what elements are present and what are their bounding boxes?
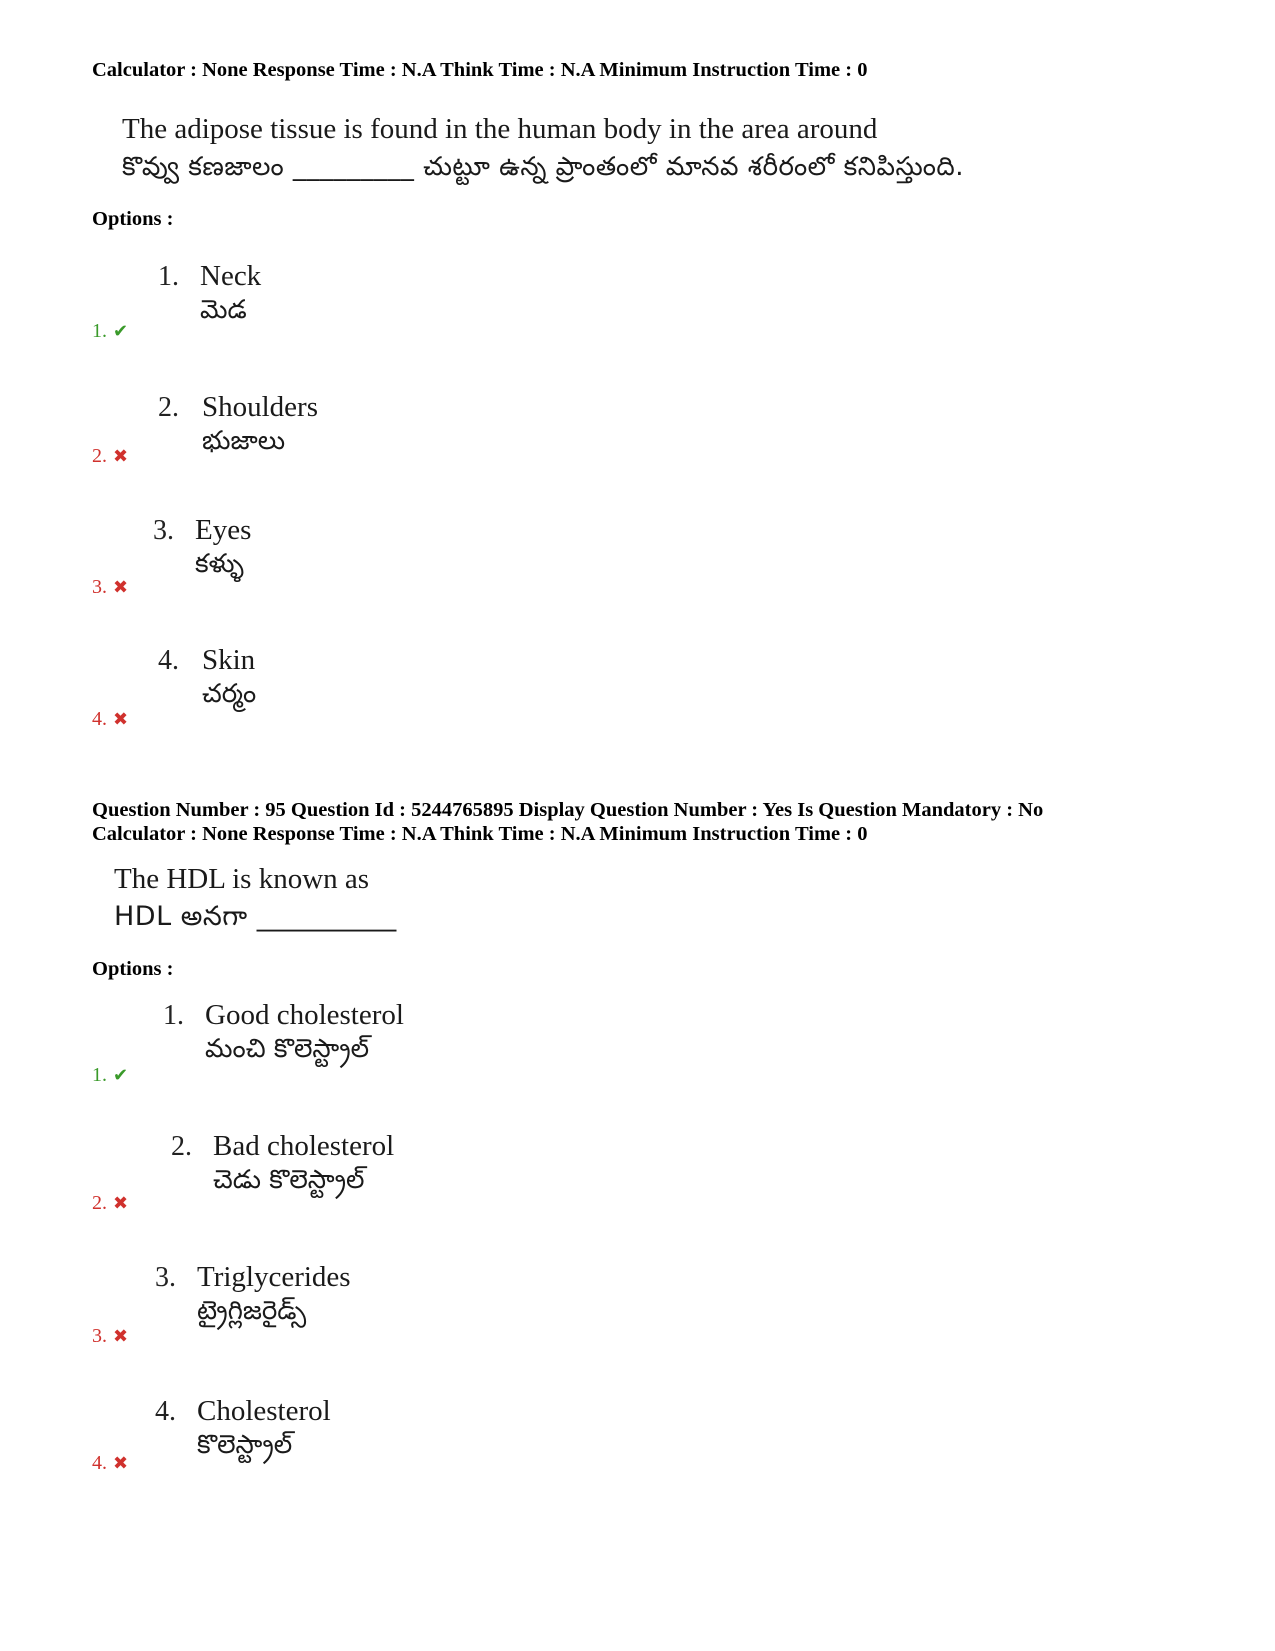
- cross-icon: ✖: [113, 1453, 129, 1474]
- option-3-mark: 3. ✖: [92, 1325, 129, 1347]
- option-text-english: Eyes: [195, 514, 252, 546]
- option-2-mark: 2. ✖: [92, 1192, 129, 1214]
- option-text-telugu: మెడ: [200, 295, 247, 325]
- option-3: [153, 514, 251, 585]
- option-number: 4.: [158, 645, 179, 676]
- option-4: [158, 644, 256, 715]
- question-meta: Calculator : None Response Time : N.A Think Time : N.A Minimum Instruction Time : 0: [92, 59, 868, 81]
- cross-icon: ✖: [113, 577, 129, 598]
- question-text-telugu: కొవ్వు కణజాలం _________ చుట్టూ ఉన్న ప్రాంతంలో మానవ శరీరంలో కనిపిస్తుంది.: [122, 152, 965, 182]
- options-label: Options :: [92, 958, 174, 980]
- question-text-telugu: HDL అనగా __________: [114, 901, 397, 932]
- cross-icon: ✖: [113, 1326, 129, 1347]
- option-number: 2.: [158, 392, 179, 423]
- cross-icon: ✖: [113, 446, 129, 467]
- option-number: 2.: [171, 1131, 192, 1162]
- option-number: 4.: [155, 1396, 176, 1427]
- option-1: [158, 260, 261, 331]
- option-1-mark: 1. ✔: [92, 1064, 129, 1086]
- option-4: [155, 1395, 331, 1466]
- option-4-mark: 4. ✖: [92, 708, 129, 730]
- option-text-english: Triglycerides: [197, 1261, 351, 1293]
- option-text-english: Bad cholesterol: [213, 1130, 395, 1162]
- option-text-telugu: కళ్ళు: [195, 549, 244, 579]
- option-number: 3.: [155, 1262, 176, 1293]
- option-text-english: Shoulders: [202, 391, 318, 423]
- option-text-english: Skin: [202, 644, 256, 676]
- question-text-english: The adipose tissue is found in the human body in the area around: [122, 113, 878, 145]
- option-text-telugu: చెడు కొలెస్ట్రాల్: [213, 1165, 365, 1195]
- option-text-telugu: ట్రైగ్లిజరైడ్స్: [197, 1296, 307, 1326]
- cross-icon: ✖: [113, 1193, 129, 1214]
- question-text: [114, 860, 397, 936]
- option-4-mark: 4. ✖: [92, 1452, 129, 1474]
- option-3-mark: 3. ✖: [92, 576, 129, 598]
- question-meta: Calculator : None Response Time : N.A Think Time : N.A Minimum Instruction Time : 0: [92, 823, 868, 845]
- option-1-mark: 1. ✔: [92, 320, 129, 342]
- option-text-telugu: కొలెస్ట్రాల్: [197, 1430, 293, 1460]
- option-1: [163, 999, 404, 1070]
- option-3: [155, 1261, 351, 1332]
- question-text-english: The HDL is known as: [114, 863, 370, 895]
- option-text-english: Good cholesterol: [205, 999, 404, 1031]
- option-2: [171, 1130, 394, 1201]
- option-number: 3.: [153, 515, 174, 546]
- option-text-telugu: చర్మం: [202, 679, 257, 709]
- option-number: 1.: [158, 261, 179, 292]
- option-text-telugu: మంచి కొలెస్ట్రాల్: [205, 1034, 370, 1064]
- check-icon: ✔: [113, 321, 129, 342]
- option-text-english: Cholesterol: [197, 1395, 331, 1427]
- check-icon: ✔: [113, 1065, 129, 1086]
- option-2: [158, 391, 318, 462]
- cross-icon: ✖: [113, 709, 129, 730]
- question-text: [122, 110, 964, 186]
- option-text-telugu: భుజాలు: [202, 426, 286, 456]
- option-number: 1.: [163, 1000, 184, 1031]
- question-header: Question Number : 95 Question Id : 5244765895 Display Question Number : Yes Is Question Mandatory : No: [92, 799, 1044, 821]
- options-label: Options :: [92, 208, 174, 230]
- option-text-english: Neck: [200, 260, 262, 292]
- option-2-mark: 2. ✖: [92, 445, 129, 467]
